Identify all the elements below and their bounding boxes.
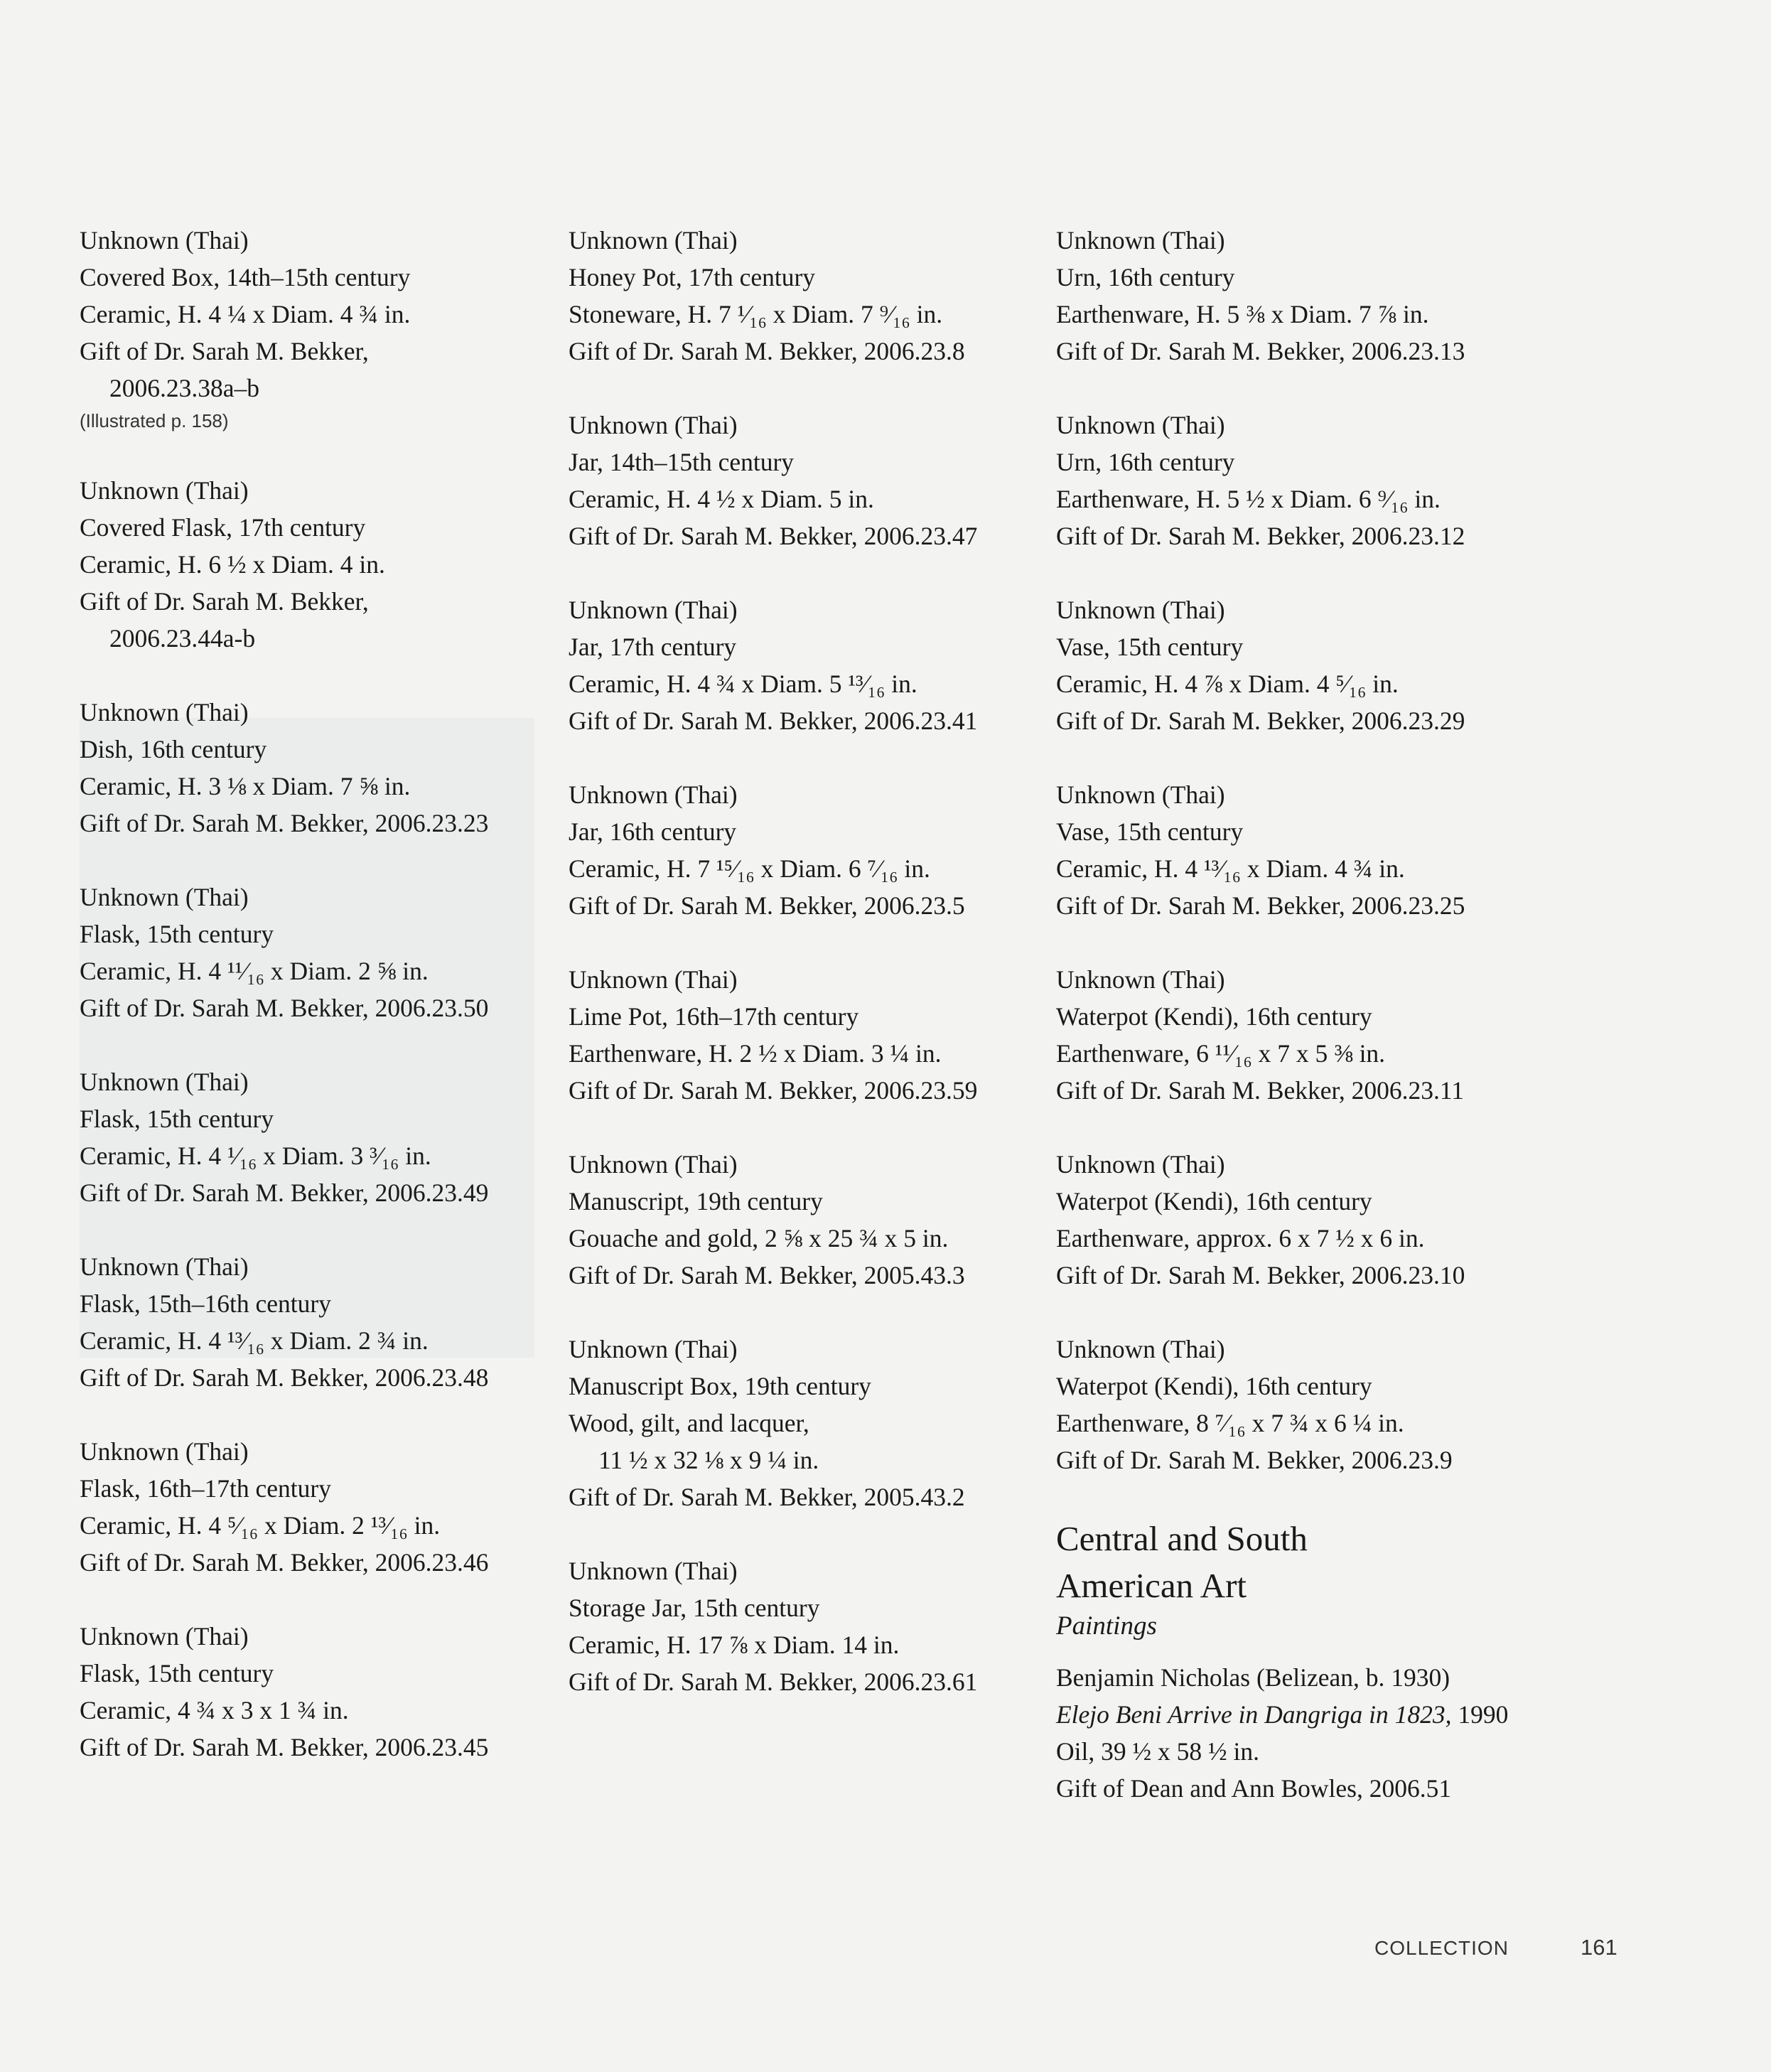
artist-line: Unknown (Thai) [569, 596, 738, 624]
title-line: Manuscript, 19th century [569, 1187, 823, 1215]
artist-line: Unknown (Thai) [1056, 411, 1225, 439]
credit-line: Gift of Dr. Sarah M. Bekker, 2006.23.29 [1056, 707, 1465, 735]
title-line: Dish, 16th century [80, 735, 267, 763]
artist-line: Unknown (Thai) [80, 1252, 249, 1281]
medium-line: Earthenware, H. 5 ½ x Diam. 6 ⁹⁄₁₆ in. [1056, 485, 1441, 513]
artist-line: Unknown (Thai) [569, 780, 738, 809]
title-line: Jar, 16th century [569, 817, 737, 846]
section-heading [1056, 1515, 1525, 1609]
catalog-entry [569, 222, 1038, 370]
title-line: Urn, 16th century [1056, 448, 1235, 476]
page-number: 161 [1581, 1935, 1617, 1960]
title-line: Covered Flask, 17th century [80, 513, 366, 542]
medium-line: Earthenware, 8 ⁷⁄₁₆ x 7 ¾ x 6 ¼ in. [1056, 1409, 1404, 1437]
artist-line: Unknown (Thai) [80, 476, 249, 505]
artist-line: Unknown (Thai) [1056, 1150, 1225, 1179]
catalog-entry [80, 1433, 549, 1581]
credit-line: Gift of Dr. Sarah M. Bekker, 2006.23.61 [569, 1668, 978, 1696]
artist-line: Unknown (Thai) [569, 1150, 738, 1179]
catalog-entry [1056, 776, 1525, 924]
title-italic: Elejo Beni Arrive in Dangriga in 1823, [1056, 1700, 1452, 1729]
medium-line: Ceramic, H. 17 ⅞ x Diam. 14 in. [569, 1631, 900, 1659]
credit-line: Gift of Dr. Sarah M. Bekker, 2005.43.2 [569, 1483, 965, 1511]
central-south-american-section [1056, 1515, 1525, 1807]
catalog-entry [80, 222, 549, 435]
title-line: Vase, 15th century [1056, 633, 1244, 661]
medium-line: Ceramic, H. 3 ⅛ x Diam. 7 ⅝ in. [80, 772, 411, 800]
column-3-entries [1056, 222, 1525, 1478]
credit-line: Gift of Dr. Sarah M. Bekker, 2006.23.50 [80, 994, 489, 1022]
title-line: Waterpot (Kendi), 16th century [1056, 1002, 1372, 1031]
title-line: Flask, 15th century [80, 1659, 274, 1687]
title-line: Urn, 16th century [1056, 263, 1235, 291]
artist-line: Unknown (Thai) [80, 1068, 249, 1096]
credit-line: Gift of Dr. Sarah M. Bekker, 2006.23.25 [1056, 891, 1465, 920]
artist-line: Unknown (Thai) [1056, 1335, 1225, 1363]
title-line: Flask, 16th–17th century [80, 1474, 331, 1503]
credit-line: Gift of Dr. Sarah M. Bekker, [80, 337, 369, 365]
medium-line: Ceramic, H. 4 ¹⁄₁₆ x Diam. 3 ³⁄₁₆ in. [80, 1142, 431, 1170]
artist-line: Unknown (Thai) [1056, 780, 1225, 809]
column-2 [569, 222, 1038, 1737]
catalog-entry [80, 879, 549, 1026]
credit-line: Gift of Dr. Sarah M. Bekker, 2006.23.47 [569, 522, 978, 550]
credit-line: Gift of Dr. Sarah M. Bekker, 2006.23.11 [1056, 1076, 1465, 1105]
catalog-entry [80, 472, 549, 657]
medium-line: Ceramic, H. 4 ¹³⁄₁₆ x Diam. 2 ¾ in. [80, 1326, 429, 1355]
title-line: Covered Box, 14th–15th century [80, 263, 411, 291]
catalog-entry [569, 961, 1038, 1109]
medium-line: Earthenware, H. 2 ½ x Diam. 3 ¼ in. [569, 1039, 942, 1068]
credit-line: Gift of Dr. Sarah M. Bekker, 2006.23.13 [1056, 337, 1465, 365]
title-line: Waterpot (Kendi), 16th century [1056, 1187, 1372, 1215]
credit-line: Gift of Dr. Sarah M. Bekker, [80, 587, 369, 616]
catalog-entry [1056, 1331, 1525, 1478]
column-1 [80, 222, 549, 1803]
medium-line: Ceramic, H. 4 ¼ x Diam. 4 ¾ in. [80, 300, 411, 328]
title-line: Manuscript Box, 19th century [569, 1372, 871, 1400]
catalog-entry [1056, 591, 1525, 739]
medium-line: Ceramic, H. 4 ¹¹⁄₁₆ x Diam. 2 ⅝ in. [80, 957, 429, 985]
medium-line: Ceramic, H. 4 ¾ x Diam. 5 ¹³⁄₁₆ in. [569, 670, 917, 698]
credit-line: Gift of Dr. Sarah M. Bekker, 2006.23.41 [569, 707, 978, 735]
title-line: Flask, 15th century [80, 1105, 274, 1133]
catalog-entry [1056, 1659, 1525, 1807]
medium-line: Ceramic, H. 6 ½ x Diam. 4 in. [80, 550, 385, 579]
title-line: Jar, 17th century [569, 633, 737, 661]
artist-line: Unknown (Thai) [1056, 965, 1225, 994]
title-line: Flask, 15th century [80, 920, 274, 948]
illustrated-note: (Illustrated p. 158) [80, 410, 229, 431]
credit-line: Gift of Dr. Sarah M. Bekker, 2006.23.23 [80, 809, 489, 837]
medium-line: Earthenware, H. 5 ⅜ x Diam. 7 ⅞ in. [1056, 300, 1429, 328]
title-line: Jar, 14th–15th century [569, 448, 795, 476]
medium-line: Ceramic, H. 4 ½ x Diam. 5 in. [569, 485, 874, 513]
section-heading-line-1: Central and South [1056, 1519, 1308, 1558]
footer-section-label: COLLECTION [1374, 1937, 1509, 1959]
artist-line: Unknown (Thai) [569, 411, 738, 439]
credit-line: Gift of Dr. Sarah M. Bekker, 2006.23.46 [80, 1548, 489, 1577]
medium-line: Earthenware, approx. 6 x 7 ½ x 6 in. [1056, 1224, 1425, 1252]
medium-line: Oil, 39 ½ x 58 ½ in. [1056, 1737, 1259, 1766]
medium-line: Stoneware, H. 7 ¹⁄₁₆ x Diam. 7 ⁹⁄₁₆ in. [569, 300, 943, 328]
credit-continued-line: 2006.23.44a-b [109, 624, 256, 653]
title-line: Storage Jar, 15th century [569, 1594, 820, 1622]
artist-line: Unknown (Thai) [569, 1557, 738, 1585]
credit-line: Gift of Dr. Sarah M. Bekker, 2006.23.8 [569, 337, 965, 365]
catalog-entry [80, 694, 549, 842]
catalog-entry [569, 1552, 1038, 1700]
title-line: Honey Pot, 17th century [569, 263, 816, 291]
catalog-entry [569, 1146, 1038, 1294]
credit-line: Gift of Dr. Sarah M. Bekker, 2005.43.3 [569, 1261, 965, 1289]
medium-continued-line: 11 ½ x 32 ⅛ x 9 ¼ in. [598, 1446, 819, 1474]
medium-line: Ceramic, H. 4 ⅞ x Diam. 4 ⁵⁄₁₆ in. [1056, 670, 1399, 698]
catalog-entry [569, 407, 1038, 554]
title-line: Flask, 15th–16th century [80, 1289, 331, 1318]
column-3 [1056, 222, 1525, 1844]
catalog-entry [1056, 407, 1525, 554]
title-line: Vase, 15th century [1056, 817, 1244, 846]
artist-line: Unknown (Thai) [80, 698, 249, 726]
artist-line: Unknown (Thai) [80, 226, 249, 254]
credit-line: Gift of Dr. Sarah M. Bekker, 2006.23.5 [569, 891, 965, 920]
catalog-entry [569, 776, 1038, 924]
artist-line: Unknown (Thai) [80, 1437, 249, 1466]
artist-line: Unknown (Thai) [1056, 226, 1225, 254]
catalog-entry [1056, 961, 1525, 1109]
artist-line: Unknown (Thai) [80, 1622, 249, 1650]
credit-line: Gift of Dr. Sarah M. Bekker, 2006.23.45 [80, 1733, 489, 1761]
credit-line: Gift of Dr. Sarah M. Bekker, 2006.23.59 [569, 1076, 978, 1105]
catalog-entry [80, 1063, 549, 1211]
medium-line: Gouache and gold, 2 ⅝ x 25 ¾ x 5 in. [569, 1224, 949, 1252]
catalog-entry [80, 1248, 549, 1396]
credit-continued-line: 2006.23.38a–b [109, 374, 260, 402]
medium-line: Ceramic, H. 4 ⁵⁄₁₆ x Diam. 2 ¹³⁄₁₆ in. [80, 1511, 441, 1540]
credit-line: Gift of Dr. Sarah M. Bekker, 2006.23.48 [80, 1363, 489, 1392]
artist-line: Unknown (Thai) [569, 226, 738, 254]
credit-line: Gift of Dean and Ann Bowles, 2006.51 [1056, 1774, 1452, 1803]
medium-line: Ceramic, 4 ¾ x 3 x 1 ¾ in. [80, 1696, 349, 1724]
credit-line: Gift of Dr. Sarah M. Bekker, 2006.23.12 [1056, 522, 1465, 550]
artist-line: Unknown (Thai) [80, 883, 249, 911]
medium-line: Earthenware, 6 ¹¹⁄₁₆ x 7 x 5 ⅜ in. [1056, 1039, 1386, 1068]
credit-line: Gift of Dr. Sarah M. Bekker, 2006.23.49 [80, 1179, 489, 1207]
credit-line: Gift of Dr. Sarah M. Bekker, 2006.23.10 [1056, 1261, 1465, 1289]
title-year: 1990 [1451, 1700, 1509, 1729]
section-subheading: Paintings [1056, 1611, 1157, 1641]
medium-line: Ceramic, H. 4 ¹³⁄₁₆ x Diam. 4 ¾ in. [1056, 854, 1405, 883]
artist-line: Unknown (Thai) [1056, 596, 1225, 624]
credit-line: Gift of Dr. Sarah M. Bekker, 2006.23.9 [1056, 1446, 1453, 1474]
artist-line: Unknown (Thai) [569, 1335, 738, 1363]
artist-line: Benjamin Nicholas (Belizean, b. 1930) [1056, 1663, 1450, 1692]
catalog-entry [569, 591, 1038, 739]
catalog-entry [1056, 222, 1525, 370]
title-line [1056, 1696, 1525, 1733]
medium-line: Ceramic, H. 7 ¹⁵⁄₁₆ x Diam. 6 ⁷⁄₁₆ in. [569, 854, 930, 883]
title-line: Waterpot (Kendi), 16th century [1056, 1372, 1372, 1400]
catalog-entry [80, 1618, 549, 1766]
medium-line: Wood, gilt, and lacquer, [569, 1409, 809, 1437]
title-line: Lime Pot, 16th–17th century [569, 1002, 859, 1031]
catalog-entry [1056, 1146, 1525, 1294]
artist-line: Unknown (Thai) [569, 965, 738, 994]
catalog-entry [569, 1331, 1038, 1515]
section-heading-line-2: American Art [1056, 1566, 1247, 1605]
